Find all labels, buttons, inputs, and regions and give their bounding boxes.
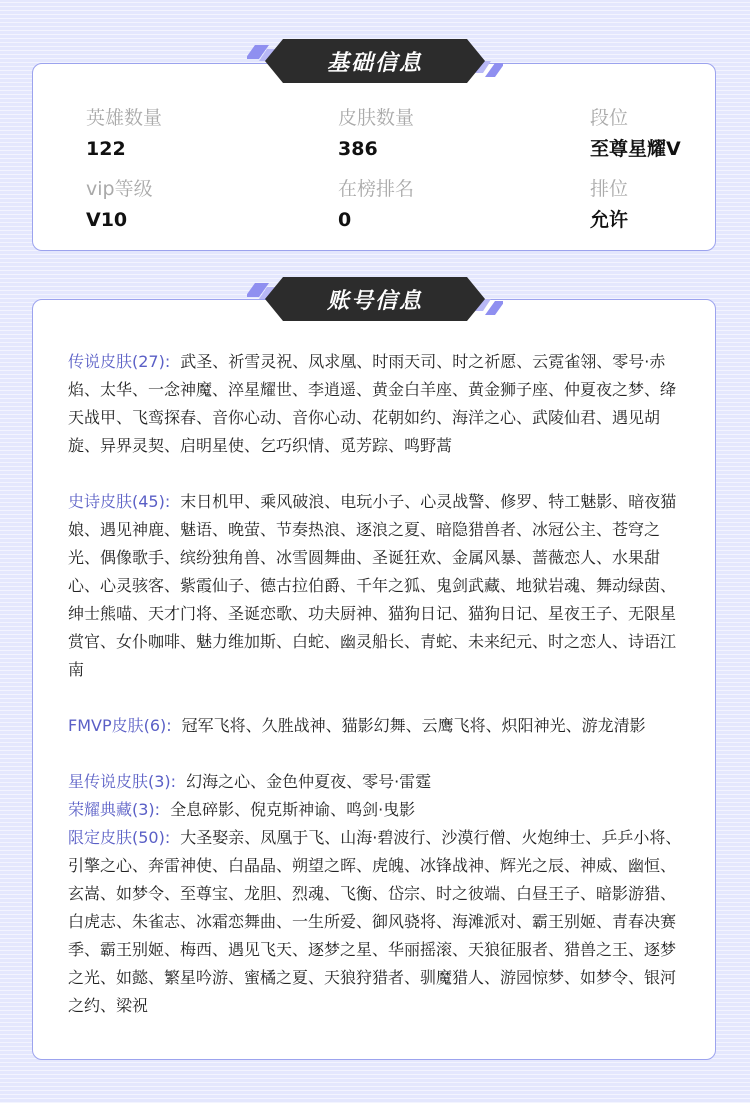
stat-label: vip等级 xyxy=(86,178,153,200)
skin-section-label: 史诗皮肤(45): xyxy=(68,492,171,511)
skin-section-glory-collection xyxy=(68,796,690,824)
skin-section-fmvp xyxy=(68,712,690,740)
skin-section-items: 大圣娶亲、凤凰于飞、山海·碧波行、沙漠行僧、火炮绅士、乒乒小将、引擎之心、奔雷神使、白晶晶、朔望之晖、虎魄、冰锋战神、辉光之辰、神威、幽恒、玄嵩、如梦令、至尊宝、龙胆、烈魂、飞衡、岱宗、时之彼端、白昼王子、暗影游猎、白虎志、朱雀志、冰霜恋舞曲、一生所爱、御风骁将、海滩派对、霸王别姬、青春决赛季、霸王别姬、梅西、遇见飞天、逐梦之星、华丽摇滚、天狼征服者、猎兽之王、逐梦之光、如懿、繁星吟游、蜜橘之夏、天狼狩猎者、驯魔猎人、游园惊梦、如梦令、银河之约、梁祝 xyxy=(68,828,682,1015)
stat-ranked-allowed xyxy=(590,177,700,232)
skin-section-label: FMVP皮肤(6): xyxy=(68,716,172,735)
stat-leaderboard-rank xyxy=(338,177,518,232)
stat-value: 122 xyxy=(86,138,126,160)
skin-section-label: 限定皮肤(50): xyxy=(68,828,171,847)
stat-rank-tier xyxy=(590,106,700,161)
skin-section-label: 传说皮肤(27): xyxy=(68,352,171,371)
skin-section-items: 武圣、祈雪灵祝、凤求凰、时雨天司、时之祈愿、云霓雀翎、零号·赤焰、太华、一念神魔、淬星耀世、李逍遥、黄金白羊座、黄金狮子座、仲夏夜之梦、绛天战甲、飞鸾探春、音你心动、音你心动、花朝如约、海洋之心、武陵仙君、遇见胡旋、异界灵契、启明星使、乞巧织情、觅芳踪、鸣野蒿 xyxy=(68,352,677,455)
stat-hero-count xyxy=(86,106,266,161)
stat-label: 段位 xyxy=(590,107,629,129)
skin-section-label: 荣耀典藏(3): xyxy=(68,800,161,819)
skin-section-legendary xyxy=(68,348,690,460)
stat-value: 至尊星耀V xyxy=(590,138,681,160)
stat-label: 皮肤数量 xyxy=(338,107,415,129)
stat-label: 在榜排名 xyxy=(338,178,415,200)
skin-section-label: 星传说皮肤(3): xyxy=(68,772,177,791)
skin-section-items: 幻海之心、金色仲夏夜、零号·雷霆 xyxy=(186,772,432,791)
skin-section-items: 冠军飞将、久胜战神、猫影幻舞、云鹰飞将、炽阳神光、游龙清影 xyxy=(181,716,646,735)
section-title: 账号信息 xyxy=(326,288,423,314)
stat-skin-count xyxy=(338,106,518,161)
skin-section-limited xyxy=(68,824,690,1020)
stat-label: 英雄数量 xyxy=(86,107,163,129)
basic-info-header xyxy=(247,37,503,85)
stat-value: 386 xyxy=(338,138,378,160)
skin-section-items: 全息碎影、倪克斯神谕、鸣剑·曳影 xyxy=(170,800,416,819)
skin-section-star-legend xyxy=(68,768,690,796)
section-title: 基础信息 xyxy=(326,50,423,76)
stat-vip-level xyxy=(86,177,266,232)
skin-section-items: 末日机甲、乘风破浪、电玩小子、心灵战警、修罗、特工魅影、暗夜猫娘、遇见神鹿、魅语、晚萤、节奏热浪、逐浪之夏、暗隐猎兽者、冰冠公主、苍穹之光、偶像歌手、缤纷独角兽、冰雪圆舞曲、圣诞狂欢、金属风暴、蔷薇恋人、水果甜心、心灵骇客、紫霞仙子、德古拉伯爵、千年之狐、鬼剑武藏、地狱岩魂、舞动绿茵、绅士熊喵、天才门将、圣诞恋歌、功夫厨神、猫狗日记、猫狗日记、星夜王子、无限星赏官、女仆咖啡、魅力维加斯、白蛇、幽灵船长、青蛇、未来纪元、时之恋人、诗语江南 xyxy=(68,492,677,679)
stat-value: 0 xyxy=(338,209,352,231)
stat-label: 排位 xyxy=(590,178,629,200)
stat-value: V10 xyxy=(86,209,128,231)
stat-value: 允许 xyxy=(590,209,629,231)
account-info-header xyxy=(247,275,503,323)
skin-section-epic xyxy=(68,488,690,684)
